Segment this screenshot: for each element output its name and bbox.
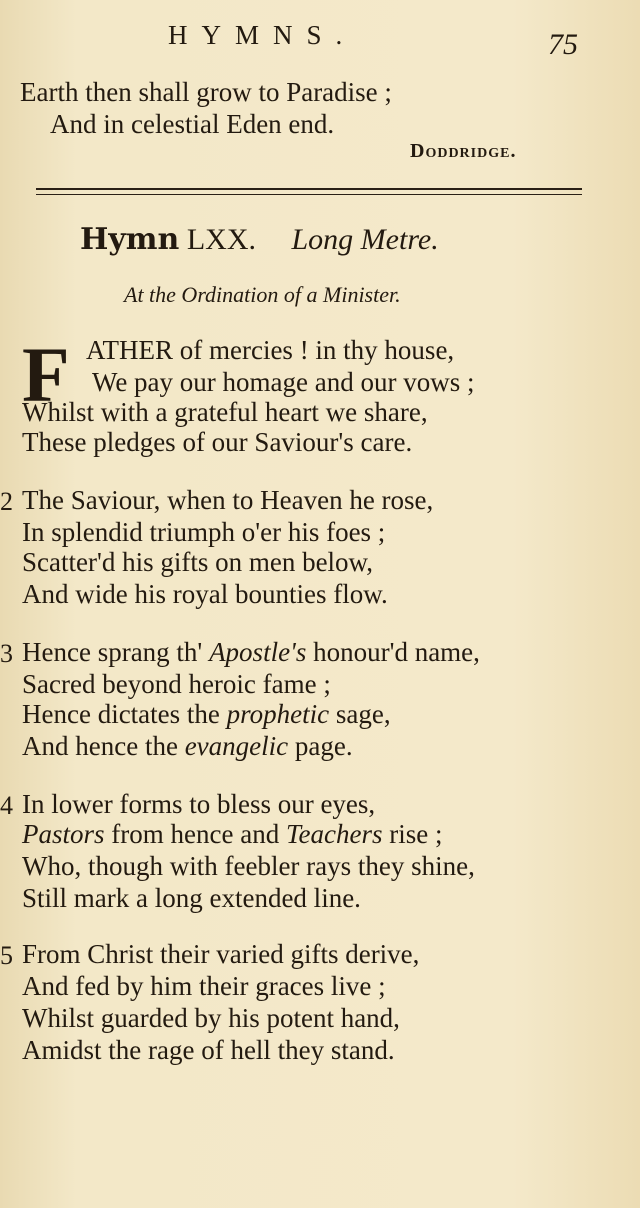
stanza-4-line-2-a: Pastors [22,819,105,849]
drop-cap: F [22,331,70,418]
hymn-label: Hymn [80,222,180,257]
running-title: HYMNS. [168,20,357,50]
carryover-line-1: Earth then shall grow to Paradise ; [20,77,392,107]
stanza-5-line-4: Amidst the rage of hell they stand. [22,1035,395,1065]
hymn-occasion: At the Ordination of a Minister. [124,282,401,307]
hymn-number: LXX. [186,223,256,256]
hymn-metre: Long Metre. [291,223,439,256]
stanza-3-line-1-c: honour'd name, [306,637,480,667]
page-number: 75 [548,28,578,61]
stanza-4-number: 4 [0,791,13,820]
stanza-3-line-1-a: Hence sprang th' [22,637,210,667]
stanza-1-line-3: Whilst with a grateful heart we share, [22,397,428,427]
stanza-4-line-2 [22,818,442,850]
stanza-4-line-2-b: from hence and [104,819,286,849]
stanza-3-line-4-b: evangelic [184,731,289,761]
stanza-1-line-2: We pay our homage and our vows ; [92,367,475,397]
stanza-3-line-3-a: Hence dictates the [22,699,227,729]
stanza-3-line-2: Sacred beyond heroic fame ; [22,669,331,699]
section-divider [36,188,582,190]
stanza-2-line-3: Scatter'd his gifts on men below, [22,547,374,577]
stanza-2-number: 2 [0,487,13,516]
stanza-5-line-2: And fed by him their graces live ; [22,971,386,1001]
stanza-4-line-2-d: rise ; [382,819,443,849]
stanza-4-line-2-c: Teachers [285,819,383,849]
stanza-3-line-3-b: prophetic [226,699,330,729]
hymn-heading [80,222,439,257]
stanza-3-line-1-b: Apostle's [209,637,307,667]
carryover-line-2: And in celestial Eden end. [50,109,335,139]
author-attribution: Doddridge. [410,140,517,162]
stanza-3-line-3 [22,698,391,730]
stanza-2-line-4: And wide his royal bounties flow. [22,579,388,609]
stanza-3-line-4 [22,730,353,762]
stanza-3-line-4-c: page. [288,731,353,761]
stanza-3-line-4-a: And hence the [22,731,185,761]
stanza-3-line-1 [22,636,480,668]
stanza-5-line-1: From Christ their varied gifts derive, [22,939,420,969]
stanza-5-line-3: Whilst guarded by his potent hand, [22,1003,400,1033]
stanza-1-line-1: ATHER of mercies ! in thy house, [86,335,455,365]
stanza-5-number: 5 [0,941,13,970]
stanza-2-line-2: In splendid triumph o'er his foes ; [22,517,386,547]
stanza-4-line-4: Still mark a long extended line. [22,883,361,913]
stanza-2-line-1: The Saviour, when to Heaven he rose, [22,485,434,515]
stanza-1-line-4: These pledges of our Saviour's care. [22,427,413,457]
stanza-3-number: 3 [0,639,13,668]
running-head [0,14,640,61]
section-divider-thin [36,194,582,195]
stanza-4-line-1: In lower forms to bless our eyes, [22,789,376,819]
stanza-3-line-3-c: sage, [329,699,391,729]
stanza-4-line-3: Who, though with feebler rays they shine, [22,851,475,881]
